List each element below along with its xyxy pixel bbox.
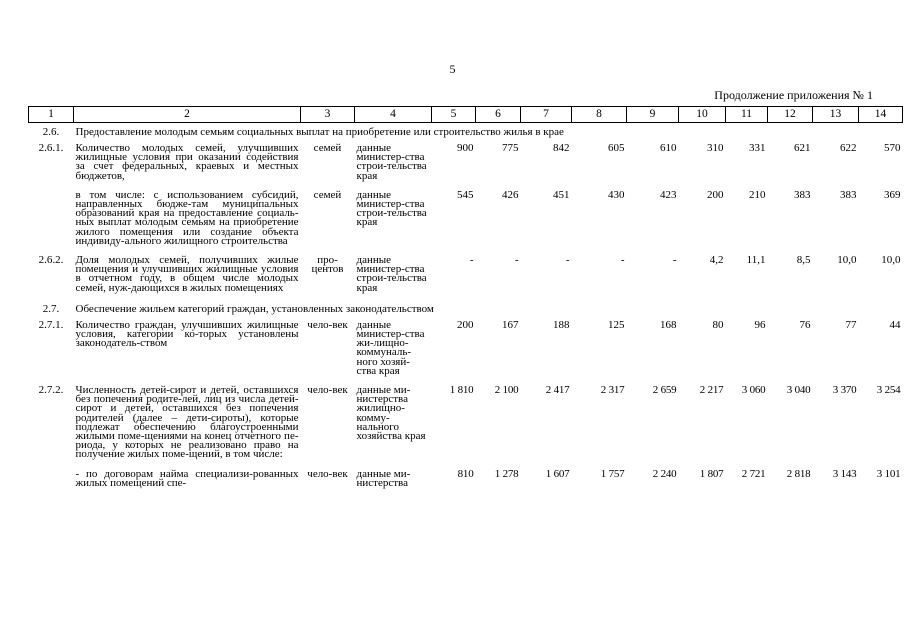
row-source: данные министер-ства строи-тельства края — [356, 254, 427, 294]
row-value: 3 143 — [832, 467, 857, 480]
row-value: 369 — [884, 188, 901, 201]
row-value: 3 101 — [876, 467, 901, 480]
row-value: 10,0 — [881, 254, 901, 267]
row-value: 210 — [749, 188, 766, 201]
row-unit: семей — [313, 188, 342, 201]
row-value: 200 — [457, 318, 474, 331]
row-value: 605 — [608, 142, 625, 154]
row-value: 3 254 — [876, 384, 901, 397]
indicators-table — [28, 106, 903, 495]
row-value: 383 — [840, 188, 857, 201]
row-value: 2 659 — [652, 384, 677, 397]
row-value: 80 — [712, 318, 724, 331]
row-value: 2 818 — [786, 467, 811, 480]
row-value: 842 — [553, 142, 570, 154]
row-value: - — [620, 254, 625, 267]
column-header: 7 — [521, 107, 572, 123]
table-row — [29, 141, 903, 188]
row-value: 1 607 — [545, 467, 570, 480]
column-header: 14 — [859, 107, 903, 123]
row-index: 2.7.1. — [38, 318, 64, 331]
row-unit: семей — [313, 142, 342, 154]
row-value: 383 — [794, 188, 811, 201]
row-value: - — [565, 254, 570, 267]
row-unit: про-центов — [311, 254, 344, 276]
row-value: 775 — [502, 142, 519, 154]
row-index — [29, 467, 74, 495]
row-value: 188 — [553, 318, 570, 331]
row-value: 3 370 — [832, 384, 857, 397]
row-value: 2 721 — [741, 467, 766, 480]
row-value: 545 — [457, 188, 474, 201]
row-unit: чело-век — [307, 318, 348, 331]
row-value: 168 — [660, 318, 677, 331]
column-header: 9 — [627, 107, 679, 123]
row-source: данные министер-ства строи-тельства края — [356, 142, 427, 182]
row-source: данные ми-нистерства — [356, 467, 411, 489]
section-row — [29, 300, 903, 318]
row-value: 310 — [707, 142, 724, 154]
row-source: данные министер-ства строи-тельства края — [356, 188, 427, 229]
column-header: 5 — [432, 107, 476, 123]
row-unit: чело-век — [307, 467, 348, 480]
row-value: 622 — [840, 142, 857, 154]
row-description: - по договорам найма специализи-рованных жилых помещений спе- — [75, 467, 299, 489]
row-value: 96 — [754, 318, 766, 331]
row-value: 426 — [502, 188, 519, 201]
row-value: 77 — [845, 318, 857, 331]
row-value: - — [672, 254, 677, 267]
row-index: 2.7.2. — [38, 384, 64, 397]
row-value: 125 — [608, 318, 625, 331]
column-numbers-row — [29, 107, 903, 123]
row-description: Численность детей-сирот и детей, оставшихся без попечения родите-лей, лиц из числа детей-сирот и детей, оставшихся без попечения родителей (далее – дети-сироты), которые подлежат обеспечению благоустроенными жилыми поме-щениями на конец отчетного пе-риода, у которых не реализовано право на получение жилых поме-щений, в том числе: — [75, 384, 299, 461]
appendix-continuation: Продолжение приложения № 1 — [714, 88, 873, 102]
row-value: 610 — [660, 142, 677, 154]
table-row — [29, 467, 903, 495]
row-description: Количество молодых семей, улучшивших жилищные условия при оказании содействия за счет федеральных, краевых и местных бюджетов, — [75, 142, 299, 182]
row-description: в том числе: с использованием субсидий, направленных бюдже-там муниципальных образований края на предоставление социаль-ных выплат молодым семьям на приобретение жилого помещения или создание объекта индивиду-ального жилищного строительства — [75, 188, 299, 247]
table-row — [29, 318, 903, 383]
row-value: 2 240 — [652, 467, 677, 480]
column-header: 12 — [768, 107, 813, 123]
row-value: 4,2 — [709, 254, 724, 267]
row-value: 621 — [794, 142, 811, 154]
row-value: 2 417 — [545, 384, 570, 397]
row-value: 900 — [457, 142, 474, 154]
row-value: 3 040 — [786, 384, 811, 397]
row-value: 76 — [799, 318, 811, 331]
column-header: 13 — [813, 107, 859, 123]
column-header: 3 — [301, 107, 355, 123]
page-number: 5 — [449, 62, 456, 76]
row-value: - — [514, 254, 519, 267]
row-value: 11,1 — [746, 254, 766, 267]
row-value: 2 100 — [494, 384, 519, 397]
column-header: 2 — [74, 107, 301, 123]
column-header: 6 — [476, 107, 521, 123]
row-value: 2 317 — [600, 384, 625, 397]
row-value: 331 — [749, 142, 766, 154]
row-value: 44 — [889, 318, 901, 331]
row-value: 1 810 — [449, 384, 474, 397]
row-value: 570 — [884, 142, 901, 154]
row-value: 200 — [707, 188, 724, 201]
row-source: данные министер-ства жи-лищно-коммуналь-ного хозяй-ства края — [356, 318, 425, 377]
row-unit: чело-век — [307, 384, 348, 397]
row-value: 1 757 — [600, 467, 625, 480]
column-header: 4 — [355, 107, 432, 123]
row-value: 10,0 — [837, 254, 857, 267]
row-value: 1 807 — [699, 467, 724, 480]
row-index — [29, 188, 74, 253]
table-row — [29, 253, 903, 300]
section-index: 2.6. — [42, 126, 60, 138]
row-source: данные ми-нистерства жилищно-комму-нального хозяйства края — [356, 384, 426, 443]
row-value: 167 — [502, 318, 519, 331]
row-value: 8,5 — [796, 254, 811, 267]
row-description: Количество граждан, улучшивших жилищные условия, категории ко-торых установлены законодатель-ством — [75, 318, 299, 350]
column-header: 11 — [726, 107, 768, 123]
section-row — [29, 123, 903, 142]
row-value: 430 — [608, 188, 625, 201]
row-value: 423 — [660, 188, 677, 201]
table-row — [29, 188, 903, 253]
row-value: 451 — [553, 188, 570, 201]
row-value: 2 217 — [699, 384, 724, 397]
section-index: 2.7. — [42, 302, 60, 315]
row-description: Доля молодых семей, получивших жилые помещения и улучшивших жилищные условия в отчетном году, в общем числе молодых семей, нуж-дающихся в жилых помещениях — [75, 254, 299, 294]
row-index: 2.6.2. — [38, 254, 64, 267]
column-header: 8 — [572, 107, 627, 123]
row-value: 3 060 — [741, 384, 766, 397]
row-value: 810 — [457, 467, 474, 480]
column-header: 10 — [679, 107, 726, 123]
column-header: 1 — [29, 107, 74, 123]
row-value: - — [469, 254, 474, 267]
section-title: Предоставление молодым семьям социальных выплат на приобретение или строительство жилья в крае — [75, 126, 564, 138]
row-index: 2.6.1. — [38, 142, 64, 154]
row-value: 1 278 — [494, 467, 519, 480]
table-row — [29, 383, 903, 467]
section-title: Обеспечение жильем категорий граждан, установленных законодательством — [75, 302, 434, 315]
